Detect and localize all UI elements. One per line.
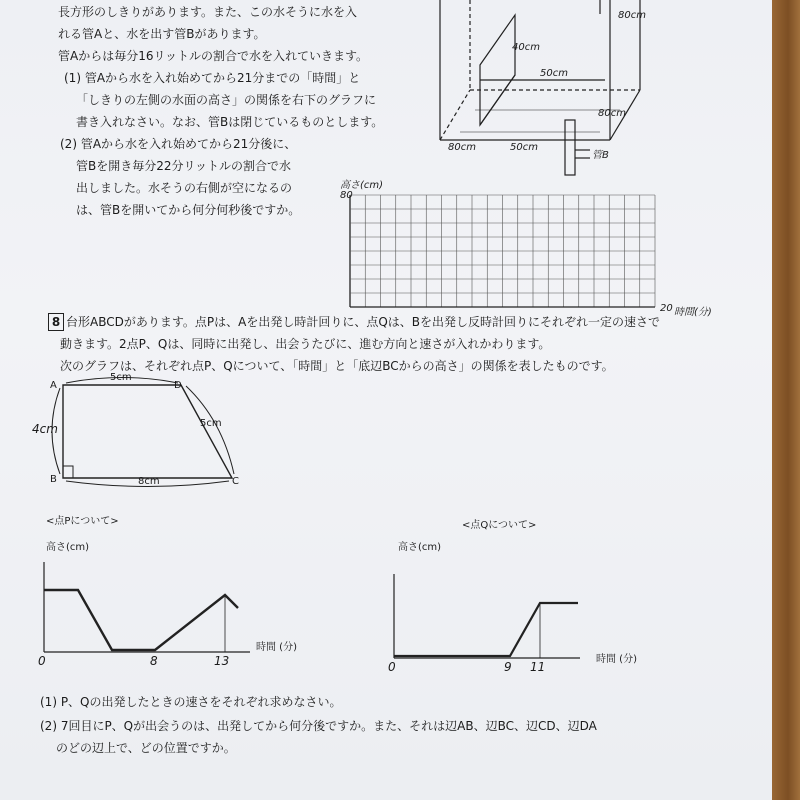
label-50cm-bottom: 50cm [510, 142, 538, 153]
label-80cm-height: 80cm [618, 10, 646, 21]
label-cd-5cm: 5cm [200, 418, 222, 429]
graph-p-title: <点Pについて> [46, 516, 119, 527]
grid-x-tick-20: 20 [660, 303, 673, 314]
label-40cm: 40cm [512, 42, 540, 53]
label-80cm-width: 80cm [448, 142, 476, 153]
label-ad-5cm: 5cm [110, 372, 132, 383]
p7-question-2-line-4: は、管Bを開いてから何分何秒後ですか。 [76, 203, 301, 217]
graph-q-y-label: 高さ(cm) [398, 542, 442, 553]
label-80cm-depth: 80cm [598, 108, 626, 119]
p7-question-1-line-1: (1) 管Aから水を入れ始めてから21分までの「時間」と [64, 71, 361, 85]
p8-line-1: 台形ABCDがあります。点Pは、Aを出発し時計回りに、点Qは、Bを出発し反時計回りにそれぞれ一定の速さで [66, 315, 661, 329]
p8-line-2: 動きます。2点P、Qは、同時に出発し、出会うたびに、進む方向と速さが入れかわります。 [60, 337, 551, 351]
p7-question-1-line-3: 書き入れなさい。なお、管Bは閉じているものとします。 [76, 115, 384, 129]
label-pipe-b: 管B [592, 150, 609, 161]
graph-p-tick-13: 13 [214, 654, 230, 668]
p8-question-2-line-2: のどの辺上で、どの位置ですか。 [56, 741, 236, 755]
p7-question-2-line-2: 管Bを開き毎分22分リットルの割合で水 [76, 159, 292, 173]
graph-q-tick-11: 11 [530, 660, 546, 674]
p8-question-1: (1) P、Qの出発したときの速さをそれぞれ求めなさい。 [40, 695, 342, 709]
vertex-c: C [232, 476, 239, 487]
graph-q-x-label: 時間 (分) [596, 654, 637, 665]
grid-x-axis-label: 時間(分) [674, 307, 712, 318]
graph-p-tick-0: 0 [38, 654, 46, 668]
vertex-b: B [50, 474, 57, 485]
graph-q-tick-9: 9 [504, 660, 512, 674]
vertex-d: D [174, 380, 182, 391]
grid-y-tick-80: 80 [340, 190, 353, 201]
label-ab-4cm: 4cm [32, 422, 58, 436]
problem-8-number: 8 [48, 313, 64, 331]
graph-p-x-label: 時間 (分) [256, 642, 297, 653]
table-surface [770, 0, 800, 800]
p7-line-3: 管Aからは毎分16リットルの割合で水を入れていきます。 [58, 49, 369, 63]
p7-line-2: れる管Aと、水を出す管Bがあります。 [58, 27, 266, 41]
label-bc-8cm: 8cm [138, 476, 160, 487]
p7-line-1: 長方形のしきりがあります。また、この水そうに水を入 [58, 5, 358, 19]
grid-y-axis-label: 高さ(cm) [340, 180, 384, 191]
p7-question-1-line-2: 「しきりの左側の水面の高さ」の関係を右下のグラフに [76, 93, 377, 107]
graph-q-title: <点Qについて> [462, 520, 537, 531]
label-50cm-top: 50cm [540, 68, 568, 79]
p7-question-2-line-3: 出しました。水そうの右側が空になるの [76, 181, 293, 195]
p8-line-3: 次のグラフは、それぞれ点P、Qについて、「時間」と「底辺BCからの高さ」の関係を表したものです。 [60, 359, 614, 373]
p8-question-2-line-1: (2) 7回目にP、Qが出会うのは、出発してから何分後ですか。また、それは辺AB、辺BC、辺CD、辺DA [40, 719, 597, 733]
p7-question-2-line-1: (2) 管Aから水を入れ始めてから21分後に、 [60, 137, 297, 151]
graph-p-y-label: 高さ(cm) [46, 542, 90, 553]
graph-p-tick-8: 8 [150, 654, 158, 668]
vertex-a: A [50, 380, 57, 391]
graph-q-tick-0: 0 [388, 660, 396, 674]
